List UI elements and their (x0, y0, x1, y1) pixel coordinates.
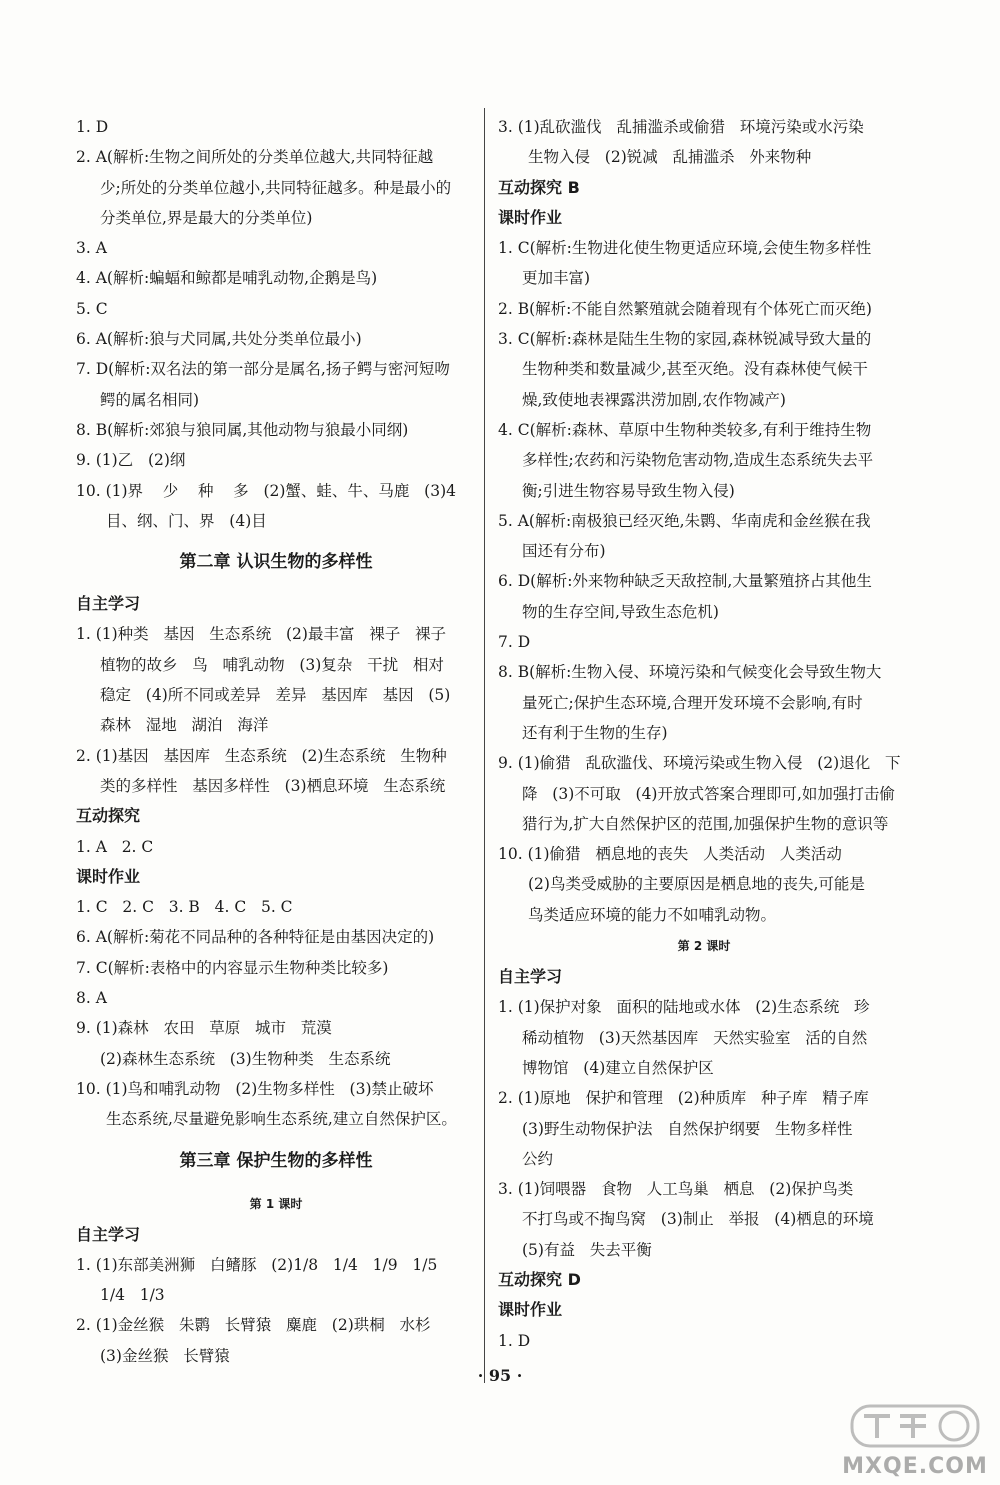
answer-line: 博物馆 (4)建立自然保护区 (522, 1058, 714, 1077)
answer-line: 国还有分布) (522, 542, 606, 561)
answer-line: 生态系统,尽量避免影响生态系统,建立自然保护区。 (106, 1110, 457, 1129)
answer-line: 公约 (522, 1149, 554, 1168)
chapter-title: 第二章 认识生物的多样性 (179, 552, 373, 573)
answer-line: 9. (1)偷猎 乱砍滥伐、环境污染或生物入侵 (2)退化 下 (498, 754, 901, 773)
right-column (498, 112, 910, 1356)
left-column (76, 112, 476, 1371)
answer-line: (3)金丝猴 长臂猿 (100, 1346, 230, 1365)
answer-line: 分类单位,界是最大的分类单位) (100, 208, 313, 227)
answer-line: 1. (1)保护对象 面积的陆地或水体 (2)生态系统 珍 (498, 998, 870, 1017)
answer-line: 2. (1)原地 保护和管理 (2)种质库 种子库 精子库 (498, 1089, 869, 1108)
section-heading: 课时作业 (498, 207, 563, 227)
answer-line: 3. A (76, 239, 107, 258)
answer-line: 衡;引进生物容易导致生物入侵) (522, 481, 735, 500)
answer-line: 1. D (498, 1331, 531, 1350)
answer-line: 10. (1)界 少 种 多 (2)蟹、蛙、牛、马鹿 (3)4 (76, 481, 456, 500)
answer-line: 7. D(解析:双名法的第一部分是属名,扬子鳄与密河短吻 (76, 360, 450, 379)
answer-line: (2)森林生态系统 (3)生物种类 生态系统 (100, 1049, 391, 1068)
chapter-title: 第三章 保护生物的多样性 (179, 1150, 373, 1171)
lesson-title: 第 2 课时 (677, 939, 731, 954)
section-heading: 自主学习 (498, 967, 563, 987)
answer-line: 生物入侵 (2)锐减 乱捕滥杀 外来物种 (528, 148, 812, 167)
answer-line: 稳定 (4)所不同或差异 差异 基因库 基因 (5) (100, 686, 451, 705)
answer-line: 1. (1)种类 基因 生态系统 (2)最丰富 裸子 裸子 (76, 625, 447, 644)
answer-line: 6. A(解析:菊花不同品种的各种特征是由基因决定的) (76, 928, 435, 947)
answer-line: 稀动植物 (3)天然基因库 天然实验室 活的自然 (522, 1028, 868, 1047)
answer-line: 5. C (76, 299, 108, 318)
answer-line: 6. A(解析:狼与犬同属,共处分类单位最小) (76, 330, 362, 349)
answer-line: 2. B(解析:不能自然繁殖就会随着现有个体死亡而灭绝) (498, 299, 872, 318)
answer-line: 1/4 1/3 (100, 1286, 165, 1305)
section-heading: 互动探究 (76, 806, 141, 826)
answer-line: 8. B(解析:生物入侵、环境污染和气候变化会导致生物大 (498, 663, 882, 682)
section-heading: 自主学习 (76, 594, 141, 614)
section-heading: 互动探究 D (498, 1269, 581, 1289)
watermark-badge-icon (850, 1402, 980, 1450)
answer-line: 类的多样性 基因多样性 (3)栖息环境 生态系统 (100, 776, 446, 795)
answer-line: 目、纲、门、界 (4)目 (106, 511, 267, 530)
answer-line: 4. C(解析:森林、草原中生物种类较多,有利于维持生物 (498, 420, 872, 439)
answer-line: 3. C(解析:森林是陆生生物的家园,森林锐减导致大量的 (498, 330, 872, 349)
answer-line: 9. (1)乙 (2)纲 (76, 451, 186, 470)
section-heading: 课时作业 (498, 1300, 563, 1320)
answer-line: 2. (1)金丝猴 朱鹮 长臂猿 麋鹿 (2)珙桐 水杉 (76, 1316, 431, 1335)
watermark-domain: MXQE.COM (842, 1454, 988, 1479)
answer-line: 2. A(解析:生物之间所处的分类单位越大,共同特征越 (76, 148, 434, 167)
page-number: · 95 · (477, 1366, 523, 1385)
answer-line: 7. C(解析:表格中的内容显示生物种类比较多) (76, 958, 389, 977)
answer-line: 5. A(解析:南极狼已经灭绝,朱鹮、华南虎和金丝猴在我 (498, 511, 871, 530)
answer-line: 物的生存空间,导致生态危机) (522, 602, 719, 621)
answer-line: 猎行为,扩大自然保护区的范围,加强保护生物的意识等 (522, 814, 889, 833)
column-divider (484, 108, 485, 1383)
answer-line: 多样性;农药和污染物危害动物,造成生态系统失去平 (522, 451, 874, 470)
answer-line: 更加丰富) (522, 269, 591, 288)
answer-line: 8. A (76, 989, 107, 1008)
answer-line: (2)鸟类受威胁的主要原因是栖息地的丧失,可能是 (528, 875, 865, 894)
answer-line: 3. (1)饲喂器 食物 人工鸟巢 栖息 (2)保护鸟类 (498, 1180, 854, 1199)
answer-line: 1. D (76, 118, 109, 136)
answer-line: (3)野生动物保护法 自然保护纲要 生物多样性 (522, 1119, 853, 1138)
answer-line: 6. D(解析:外来物种缺乏天敌控制,大量繁殖挤占其他生 (498, 572, 872, 591)
answer-line: (5)有益 失去平衡 (522, 1240, 652, 1259)
section-heading: 自主学习 (76, 1224, 141, 1244)
section-heading: 互动探究 B (498, 177, 580, 197)
answer-line: 10. (1)偷猎 栖息地的丧失 人类活动 人类活动 (498, 845, 842, 864)
answer-line: 森林 湿地 湖泊 海洋 (100, 716, 269, 735)
answer-line: 还有利于生物的生存) (522, 723, 668, 742)
answer-line: 1. A 2. C (76, 837, 154, 856)
answer-line: 4. A(解析:蝙蝠和鲸都是哺乳动物,企鹅是鸟) (76, 269, 378, 288)
answer-line: 少;所处的分类单位越小,共同特征越多。种是最小的 (100, 178, 452, 197)
answer-line: 量死亡;保护生态环境,合理开发环境不会影响,有时 (522, 693, 863, 712)
answer-line: 鸟类适应环境的能力不如哺乳动物。 (528, 905, 777, 924)
answer-line: 9. (1)森林 农田 草原 城市 荒漠 (76, 1019, 332, 1038)
answer-line: 降 (3)不可取 (4)开放式答案合理即可,如加强打击偷 (522, 784, 895, 803)
lesson-title: 第 1 课时 (249, 1196, 303, 1211)
section-heading: 课时作业 (76, 866, 141, 886)
answer-line: 3. (1)乱砍滥伐 乱捕滥杀或偷猎 环境污染或水污染 (498, 118, 864, 136)
answer-line: 8. B(解析:郊狼与狼同属,其他动物与狼最小同纲) (76, 420, 409, 439)
answer-line: 植物的故乡 鸟 哺乳动物 (3)复杂 干扰 相对 (100, 655, 444, 674)
answer-line: 1. C(解析:生物进化使生物更适应环境,会使生物多样性 (498, 239, 872, 258)
answer-line: 7. D (498, 633, 531, 652)
answer-line: 2. (1)基因 基因库 生态系统 (2)生态系统 生物种 (76, 746, 447, 765)
answer-line: 鳄的属名相同) (100, 390, 200, 409)
answer-line: 不打鸟或不掏鸟窝 (3)制止 举报 (4)栖息的环境 (522, 1210, 874, 1229)
answer-line: 生物种类和数量减少,甚至灭绝。没有森林使气候干 (522, 360, 868, 379)
answer-line: 燥,致使地表裸露洪涝加剧,农作物减产) (522, 390, 786, 409)
answer-line: 10. (1)鸟和哺乳动物 (2)生物多样性 (3)禁止破坏 (76, 1079, 434, 1098)
answer-line: 1. (1)东部美洲狮 白鳍豚 (2)1/8 1/4 1/9 1/5 (76, 1255, 438, 1274)
watermark-logo (830, 1400, 1000, 1485)
answer-line: 1. C 2. C 3. B 4. C 5. C (76, 898, 293, 917)
